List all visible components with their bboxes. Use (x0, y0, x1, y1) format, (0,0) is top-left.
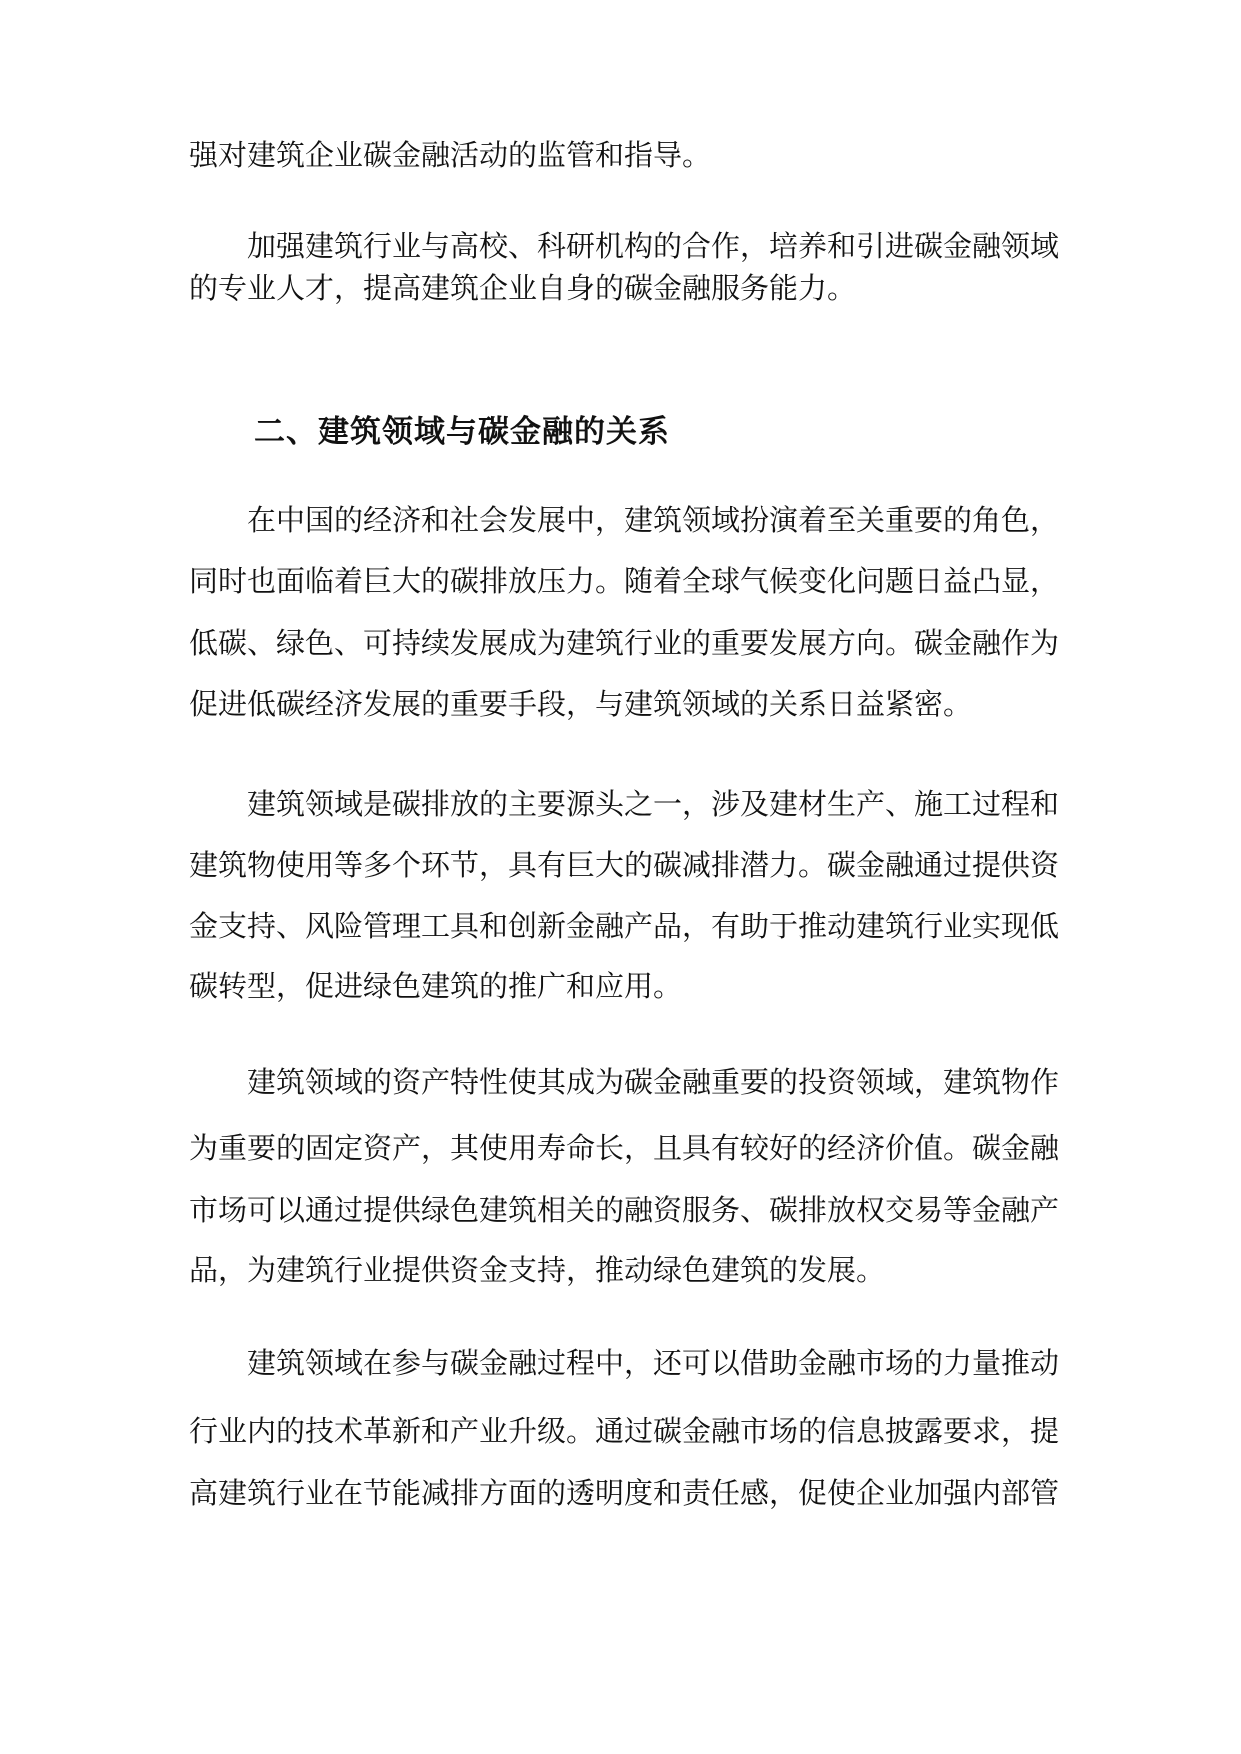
paragraph-line: 金支持、风险管理工具和创新金融产品，有助于推动建筑行业实现低 (189, 909, 1060, 943)
paragraph-line: 行业内的技术革新和产业升级。通过碳金融市场的信息披露要求，提 (189, 1414, 1060, 1448)
paragraph-line: 建筑物使用等多个环节，具有巨大的碳减排潜力。碳金融通过提供资 (189, 848, 1060, 882)
paragraph-line: 建筑领域在参与碳金融过程中，还可以借助金融市场的力量推动 (247, 1346, 1060, 1380)
paragraph-line: 为重要的固定资产，其使用寿命长，且具有较好的经济价值。碳金融 (189, 1131, 1060, 1165)
paragraph-line: 建筑领域是碳排放的主要源头之一，涉及建材生产、施工过程和 (247, 787, 1060, 821)
paragraph-line: 在中国的经济和社会发展中，建筑领域扮演着至关重要的角色， (247, 503, 1060, 537)
paragraph-line: 的专业人才，提高建筑企业自身的碳金融服务能力。 (189, 271, 857, 305)
paragraph-line: 加强建筑行业与高校、科研机构的合作，培养和引进碳金融领域 (247, 229, 1060, 263)
paragraph-line: 促进低碳经济发展的重要手段，与建筑领域的关系日益紧密。 (189, 687, 973, 721)
section-heading: 二、建筑领域与碳金融的关系 (254, 414, 670, 450)
paragraph-line: 高建筑行业在节能减排方面的透明度和责任感，促使企业加强内部管 (189, 1476, 1060, 1510)
paragraph-line: 同时也面临着巨大的碳排放压力。随着全球气候变化问题日益凸显， (189, 564, 1060, 598)
paragraph-line: 品，为建筑行业提供资金支持，推动绿色建筑的发展。 (189, 1253, 886, 1287)
paragraph-line: 强对建筑企业碳金融活动的监管和指导。 (189, 138, 712, 172)
paragraph-line: 低碳、绿色、可持续发展成为建筑行业的重要发展方向。碳金融作为 (189, 626, 1060, 660)
paragraph-line: 市场可以通过提供绿色建筑相关的融资服务、碳排放权交易等金融产 (189, 1193, 1060, 1227)
paragraph-line: 建筑领域的资产特性使其成为碳金融重要的投资领域，建筑物作 (247, 1065, 1060, 1099)
paragraph-line: 碳转型，促进绿色建筑的推广和应用。 (189, 969, 683, 1003)
